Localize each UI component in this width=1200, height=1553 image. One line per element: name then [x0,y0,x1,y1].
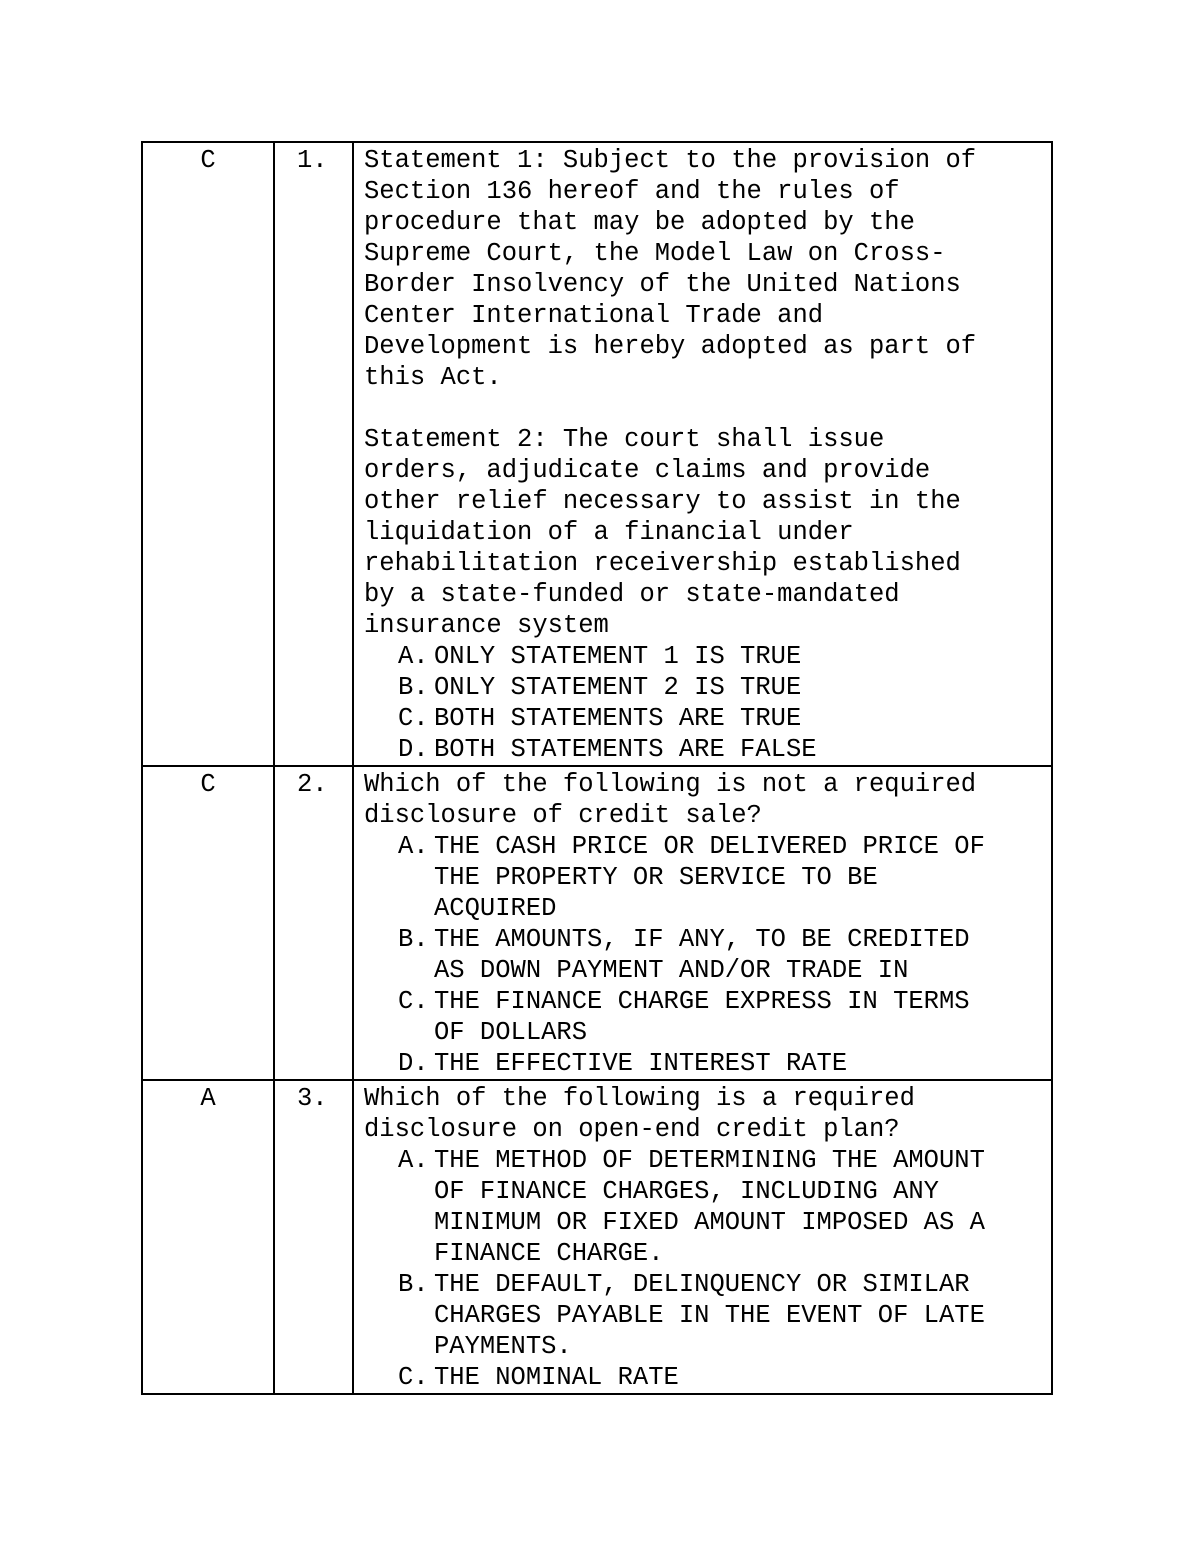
answer-key-table [141,141,1053,1395]
choice-text: THE CASH PRICE OR DELIVERED PRICE OF THE PROPERTY OR SERVICE TO BE ACQUIRED [434,832,985,923]
choice-item [398,1362,1047,1393]
item-number-cell: 2. [274,766,353,1080]
choice-text: ONLY STATEMENT 1 IS TRUE [434,642,802,671]
choice-text: THE NOMINAL RATE [434,1363,679,1392]
choice-letter: B. [398,673,429,702]
choice-item [398,1269,1047,1362]
choice-text: BOTH STATEMENTS ARE FALSE [434,735,817,764]
choice-item [398,641,1047,672]
choice-item [398,924,1047,986]
choice-letter: C. [398,704,429,733]
choice-text: THE EFFECTIVE INTEREST RATE [434,1049,848,1078]
choice-letter: B. [398,925,429,954]
question-text: Which of the following is a required disclosure on open-end credit plan? [364,1084,915,1144]
choice-text: THE FINANCE CHARGE EXPRESS IN TERMS OF DOLLARS [434,987,970,1047]
answer-cell: A [142,1080,274,1394]
choice-letter: C. [398,987,429,1016]
item-number-cell: 3. [274,1080,353,1394]
paragraph-gap [364,393,1047,424]
question-cell [353,142,1052,766]
choice-text: ONLY STATEMENT 2 IS TRUE [434,673,802,702]
choice-item [398,986,1047,1048]
table-row [142,142,1052,766]
answer-cell: C [142,142,274,766]
choice-text: THE METHOD OF DETERMINING THE AMOUNT OF FINANCE CHARGES, INCLUDING ANY MINIMUM OR FIXED AMOUNT IMPOSED AS A FINANCE CHARGE. [434,1146,985,1268]
choice-letter: B. [398,1270,429,1299]
choice-letter: D. [398,735,429,764]
choice-letter: A. [398,1146,429,1175]
choice-text: THE AMOUNTS, IF ANY, TO BE CREDITED AS DOWN PAYMENT AND/OR TRADE IN [434,925,970,985]
choice-text: BOTH STATEMENTS ARE TRUE [434,704,802,733]
table-row [142,766,1052,1080]
statement-2-text: Statement 2: The court shall issue orders, adjudicate claims and provide other relief necessary to assist in the liquidation of a financial under rehabilitation receivership established by a state-funded or state-mandated insurance system [364,425,961,640]
question-cell [353,1080,1052,1394]
choice-letter: A. [398,642,429,671]
choice-letter: A. [398,832,429,861]
question-cell [353,766,1052,1080]
choice-item [398,1145,1047,1269]
choice-letter: C. [398,1363,429,1392]
choice-item [398,831,1047,924]
choice-text: THE DEFAULT, DELINQUENCY OR SIMILAR CHARGES PAYABLE IN THE EVENT OF LATE PAYMENTS. [434,1270,985,1361]
choice-list [364,831,1047,1079]
choice-item [398,734,1047,765]
item-number-cell: 1. [274,142,353,766]
statement-1-text: Statement 1: Subject to the provision of Section 136 hereof and the rules of procedure that may be adopted by the Supreme Court, the Model Law on Cross- Border Insolvency of the United Nations Center International Trade and Development is hereby adopted as part of this Act. [364,146,977,392]
table-row [142,1080,1052,1394]
choice-list [364,641,1047,765]
choice-item [398,1048,1047,1079]
question-text: Which of the following is not a required disclosure of credit sale? [364,770,977,830]
choice-item [398,703,1047,734]
choice-item [398,672,1047,703]
answer-cell: C [142,766,274,1080]
choice-list [364,1145,1047,1393]
choice-letter: D. [398,1049,429,1078]
